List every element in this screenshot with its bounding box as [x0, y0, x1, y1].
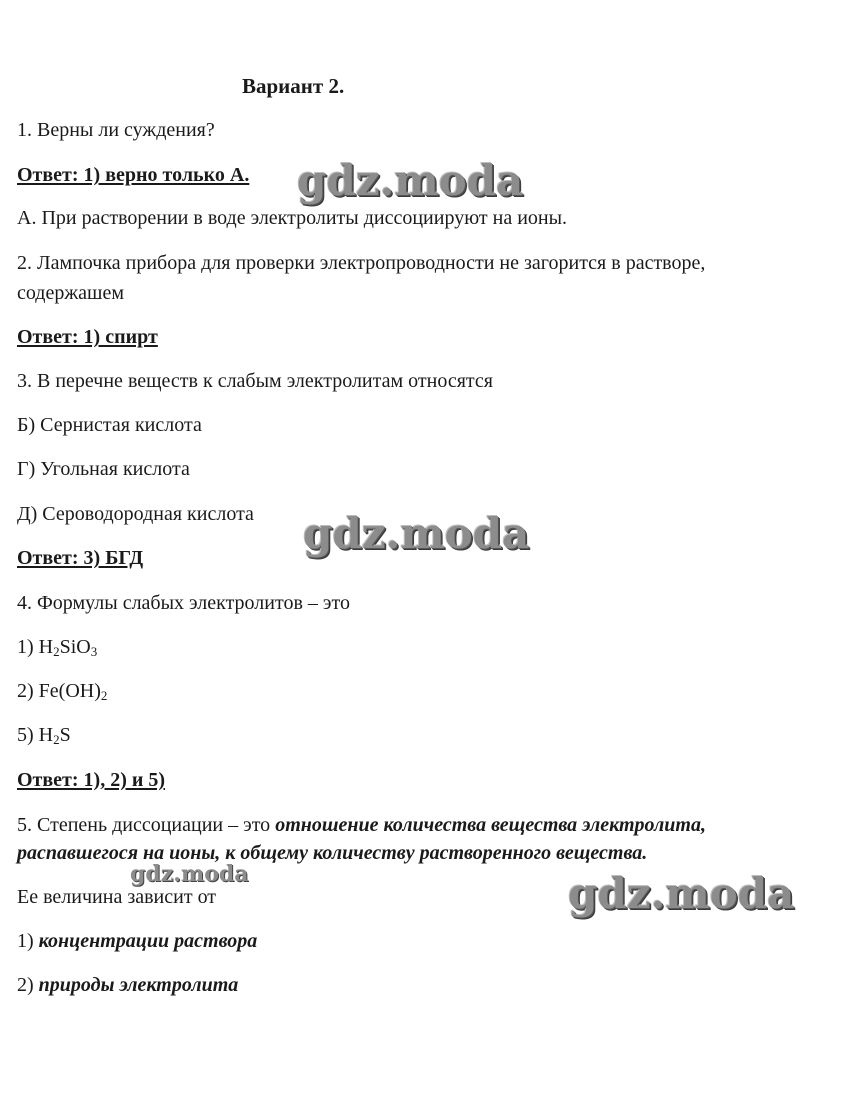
formula-3-sub-1: 2 — [53, 732, 60, 747]
factor-1-text: концентрации раствора — [38, 930, 258, 952]
answer-1: Ответ: 1) верно только А. — [17, 164, 250, 186]
question-1: 1. Верны ли суждения? — [17, 119, 215, 141]
formula-3-mid: S — [59, 724, 71, 746]
question-3: 3. В перечне веществ к слабым электролитам относятся — [17, 370, 493, 392]
watermark-4: gdz.moda — [568, 869, 795, 918]
factor-2-number: 2) — [17, 974, 39, 996]
factor-1 — [17, 926, 257, 956]
page-title: Вариант 2. — [242, 74, 345, 98]
option-d: Д) Сероводородная кислота — [17, 503, 254, 525]
formula-1-prefix: 1) H — [17, 636, 54, 658]
factor-2 — [17, 970, 238, 1000]
question-4: 4. Формулы слабых электролитов – это — [17, 592, 350, 614]
factor-2-text: природы электролита — [38, 974, 239, 996]
formula-1 — [17, 632, 97, 662]
formula-3-prefix: 5) H — [17, 724, 54, 746]
question-5-lead: 5. Степень диссоциации – это — [17, 814, 276, 836]
option-g: Г) Угольная кислота — [17, 458, 190, 480]
watermark-2: gdz.moda — [303, 509, 530, 558]
question-5-line-1 — [17, 810, 706, 840]
formula-1-sub-1: 2 — [53, 644, 60, 659]
option-b: Б) Сернистая кислота — [17, 414, 202, 436]
factor-1-number: 1) — [17, 930, 39, 952]
watermark-1: gdz.moda — [297, 156, 524, 205]
formula-1-sub-2: 3 — [90, 644, 98, 659]
watermark-3: gdz.moda — [130, 861, 249, 887]
depends-on: Ее величина зависит от — [17, 886, 217, 908]
answer-4: Ответ: 1), 2) и 5) — [17, 769, 166, 791]
answer-3: Ответ: 3) БГД — [17, 547, 144, 569]
answer-2: Ответ: 1) спирт — [17, 326, 158, 348]
formula-3 — [17, 720, 71, 750]
formula-1-mid: SiO — [59, 636, 91, 658]
formula-2-sub-1: 2 — [100, 688, 108, 703]
question-2-line-1: 2. Лампочка прибора для проверки электропроводности не загорится в растворе, — [17, 252, 706, 274]
definition-part-1: отношение количества вещества электролита, — [275, 814, 706, 836]
statement-a: А. При растворении в воде электролиты диссоциируют на ионы. — [17, 207, 568, 229]
formula-2 — [17, 676, 107, 706]
formula-2-prefix: 2) Fe(OH) — [17, 680, 101, 702]
question-2-line-2: содержашем — [17, 282, 124, 304]
definition-part-2: распавшегося на ионы, к общему количеству растворенного вещества. — [17, 842, 648, 864]
